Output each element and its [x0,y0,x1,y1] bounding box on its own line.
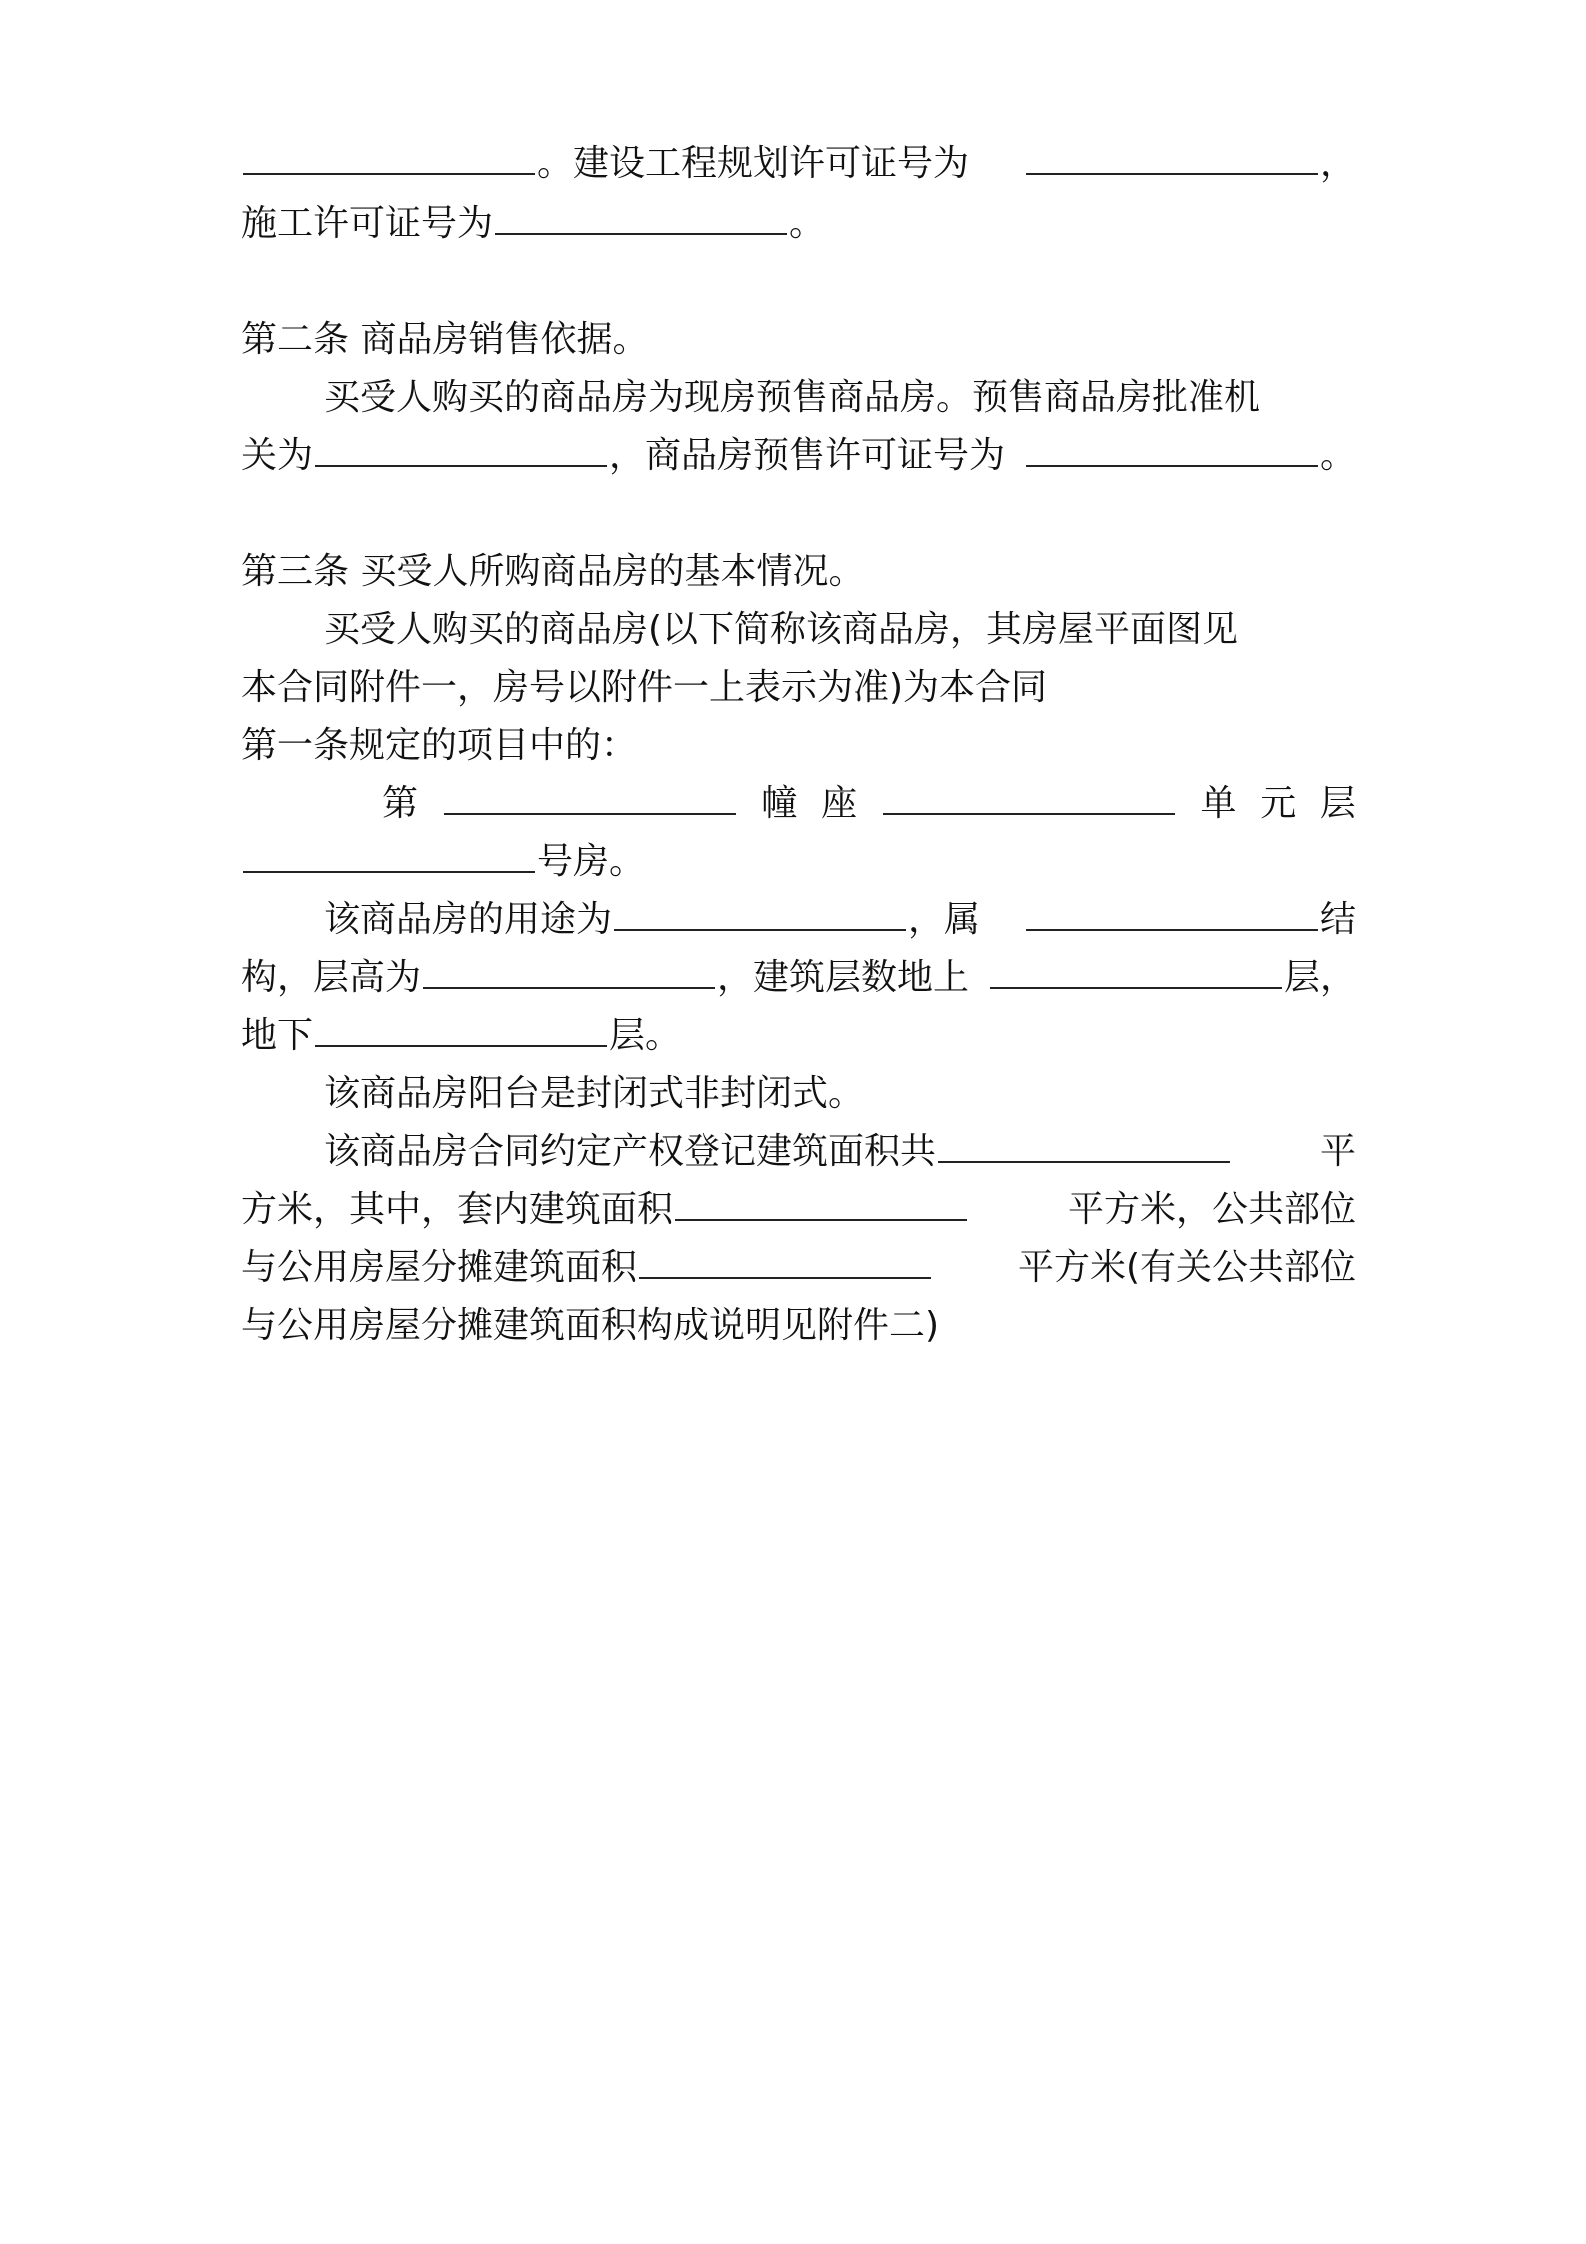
fill-blank [243,841,535,873]
paragraph-line [241,838,1356,886]
text: 平 [1319,1131,1356,1172]
paragraph-line [241,1012,1356,1060]
text-line [241,140,1356,188]
fill-blank [639,1247,931,1279]
text: 关为 [241,435,314,476]
text: 。 [1319,435,1356,476]
fill-blank [315,435,607,467]
fill-blank [315,1015,607,1047]
text: 施工许可证号为 [241,203,494,244]
text-segment [1024,140,1356,188]
fill-blank [495,203,787,235]
fill-blank [423,957,715,989]
paragraph-line: 与公用房屋分摊建筑面积构成说明见附件二) [241,1305,940,1346]
text: 幢 [761,783,798,824]
fill-blank [938,1131,1230,1163]
paragraph-line [241,1244,1356,1292]
text: 单 [1200,783,1237,824]
paragraph-line: 买受人购买的商品房(以下简称该商品房，其房屋平面图见 [324,609,1239,650]
text: 方米，其中，套内建筑面积 [241,1189,674,1230]
text-line [241,200,1356,248]
paragraph-line: 该商品房阳台是封闭式非封闭式。 [324,1073,865,1114]
text: 层， [1283,957,1356,998]
fill-blank [883,783,1175,815]
text: 该商品房的用途为 [324,899,613,940]
text-segment [988,954,1356,1002]
article-heading: 第二条 商品房销售依据。 [241,319,649,360]
paragraph-line: 买受人购买的商品房为现房预售商品房。预售商品房批准机 [324,377,1261,418]
text: 地下 [241,1015,314,1056]
paragraph-line [324,896,1356,944]
fill-blank [243,143,535,175]
text-segment [324,896,980,944]
text: ， [1319,143,1356,184]
text: 该商品房合同约定产权登记建筑面积共 [324,1131,937,1172]
text-segment [324,1128,1232,1176]
paragraph-line [241,954,1356,1002]
text-segment [1024,896,1356,944]
article-heading: 第三条 买受人所购商品房的基本情况。 [241,551,865,592]
text: ，商品房预售许可证号为 [609,435,1006,476]
fill-blank [675,1189,967,1221]
fill-blank [1026,899,1318,931]
text-segment [241,140,969,188]
text: ，建筑层数地上 [717,957,970,998]
text: 结 [1319,899,1356,940]
fill-blank [614,899,906,931]
fill-blank [990,957,1282,989]
paragraph-line [324,1128,1356,1176]
fill-blank [444,783,736,815]
unit-line [382,780,1356,828]
text: 平方米，公共部位 [1067,1189,1356,1230]
paragraph-line: 第一条规定的项目中的： [241,725,638,766]
paragraph-line: 本合同附件一，房号以附件一上表示为准)为本合同 [241,667,1048,708]
text-segment [241,954,969,1002]
fill-blank [1026,143,1318,175]
text: 元 [1260,783,1297,824]
fill-blank [1026,435,1318,467]
paragraph-line [241,432,1356,480]
text: 平方米(有关公共部位 [1017,1247,1356,1288]
text-segment [1024,432,1356,480]
text: ，属 [908,899,981,940]
text: 层 [1319,783,1356,824]
text-segment [241,1244,933,1292]
text: 号房。 [537,841,646,882]
text-segment [241,1186,969,1234]
text: 。 [789,203,826,244]
text: 第 [382,783,419,824]
text: 。建设工程规划许可证号为 [537,143,970,184]
text: 座 [821,783,858,824]
text-segment [241,432,1005,480]
paragraph-line [241,1186,1356,1234]
text: 层。 [609,1015,682,1056]
text: 与公用房屋分摊建筑面积 [241,1247,638,1288]
text: 构，层高为 [241,957,422,998]
